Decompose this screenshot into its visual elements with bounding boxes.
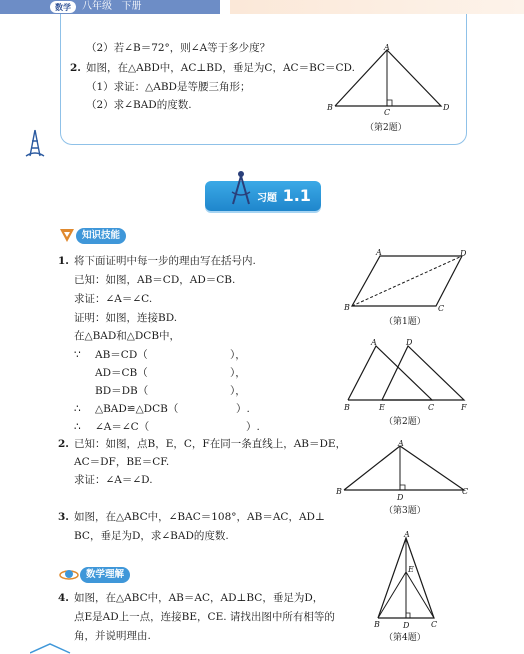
q1-because-symbol: ∵ [74,349,81,361]
fig3-label-b: B [336,487,342,496]
section-tag-skills: 知识技能 [76,228,126,244]
q1-step5: ∠A＝∠C（ [95,421,150,433]
subject-badge: 数学 [50,1,76,13]
q1-step2: AD＝CB（ [95,367,148,379]
prev-fig-label-a: A [384,44,390,52]
q1-given: 已知：如图，AB＝CD，AD＝CB. [74,274,236,286]
section-tag-understanding: 数学理解 [80,567,130,583]
q1-step4-close: ）. [236,403,250,415]
figure-3 [336,438,472,502]
fig1-diagonal-bd [352,256,462,306]
q1-proof: 证明：如图，连接BD. [74,312,178,324]
fig2-label-f: F [461,403,467,412]
fig2-label-c: C [428,403,435,412]
q2-prove: 求证：∠A＝∠D. [74,474,153,486]
q4-text2: 点E是AD上一点，连接BE，CE. 请找出图中所有相等的 [74,611,335,623]
q1-number: 1. [58,255,69,267]
q4-text3: 角，并说明理由. [74,630,151,642]
fig1-label-c: C [438,304,445,313]
prev-figure [325,44,455,116]
q4-text: 如图，在△ABC中，AB＝AC，AD⊥BC，垂足为D， [74,592,324,604]
fig2-triangle-abc [348,346,432,400]
figure-1 [340,248,470,314]
volume-text: 下册 [121,1,142,12]
fig3-label-d: D [397,493,404,502]
header-decoration [230,0,524,14]
prev-q2-sub2: （2）求∠BAD的度数. [86,99,192,111]
fig1-label-b: B [344,303,350,312]
fig2-caption: （第2题） [384,417,426,427]
satellite-icon [58,566,80,582]
banner-title [257,186,311,205]
fig4-caption: （第4题） [384,633,426,643]
q1-in-triangles: 在△BAD和△DCB中， [74,330,181,342]
fig2-label-b: B [344,403,350,412]
grade-text: 八年级 [82,1,112,12]
prev-fig-caption: （第2题） [365,123,407,133]
fig3-label-a: A [398,439,404,448]
prev-line1: （2）若∠B＝72°，则∠A等于多少度？ [86,42,271,54]
fig2-label-d: D [406,338,413,347]
fig1-label-d: D [460,249,467,258]
q2-text2: AC＝DF，BE＝CF. [74,456,170,468]
prev-q2-number: 2. [70,62,81,74]
banner-number: 1.1 [282,186,311,205]
fig2-label-e: E [379,403,385,412]
fig4-label-c: C [431,620,438,629]
prev-fig-label-d: D [443,103,450,112]
q1-step1-close: ）， [230,349,246,361]
q2-number: 2. [58,438,69,450]
q1-therefore-symbol2: ∴ [74,421,81,433]
prev-fig-label-b: B [327,103,333,112]
q3-text2: BC，垂足为D，求∠BAD的度数. [74,530,229,542]
tower-icon [22,128,48,160]
fig4-label-e: E [408,565,414,574]
q1-step4: △BAD≌△DCB（ [95,403,179,415]
fig3-right-angle [400,485,405,490]
q1-step3: BD＝DB（ [95,385,149,397]
q4-number: 4. [58,592,69,604]
prev-fig-triangle [335,50,441,106]
prev-fig-right-angle [387,100,392,106]
fig3-label-c: C [462,487,469,496]
q3-text: 如图，在△ABC中，∠BAC＝108°，AB＝AC，AD⊥ [74,511,325,523]
fig2-label-a: A [371,338,377,347]
pencil-icon [58,226,76,244]
q1-prove: 求证：∠A＝∠C. [74,293,153,305]
banner-prefix: 习题 [257,193,277,204]
fig1-label-a: A [376,248,382,257]
footer-decoration-icon [30,640,90,654]
fig4-label-d: D [403,621,410,630]
q3-number: 3. [58,511,69,523]
fig1-caption: （第1题） [384,317,426,327]
prev-q2-sub1: （1）求证：△ABD是等腰三角形； [86,81,251,93]
prev-fig-label-c: C [384,108,391,116]
fig3-caption: （第3题） [384,506,426,516]
figure-4 [374,530,438,630]
q1-step5-close: ）. [246,421,260,433]
q1-title: 将下面证明中每一步的理由写在括号内. [74,255,256,267]
q1-step1: AB＝CD（ [95,349,148,361]
grade-label [82,0,142,14]
compass-icon [228,168,254,208]
prev-q2-text: 如图，在△ABD中，AC⊥BD，垂足为C，AC＝BC＝CD. [86,62,355,74]
q1-step3-close: ）， [230,385,246,397]
fig4-label-a: A [404,530,410,539]
figure-2 [338,336,472,414]
fig4-right-angle [406,613,410,618]
q1-therefore-symbol1: ∴ [74,403,81,415]
q1-step2-close: ）， [230,367,246,379]
fig4-label-b: B [374,620,380,629]
fig3-triangle [344,446,464,490]
q2-text: 已知：如图，点B，E，C，F在同一条直线上，AB＝DE， [74,438,347,450]
